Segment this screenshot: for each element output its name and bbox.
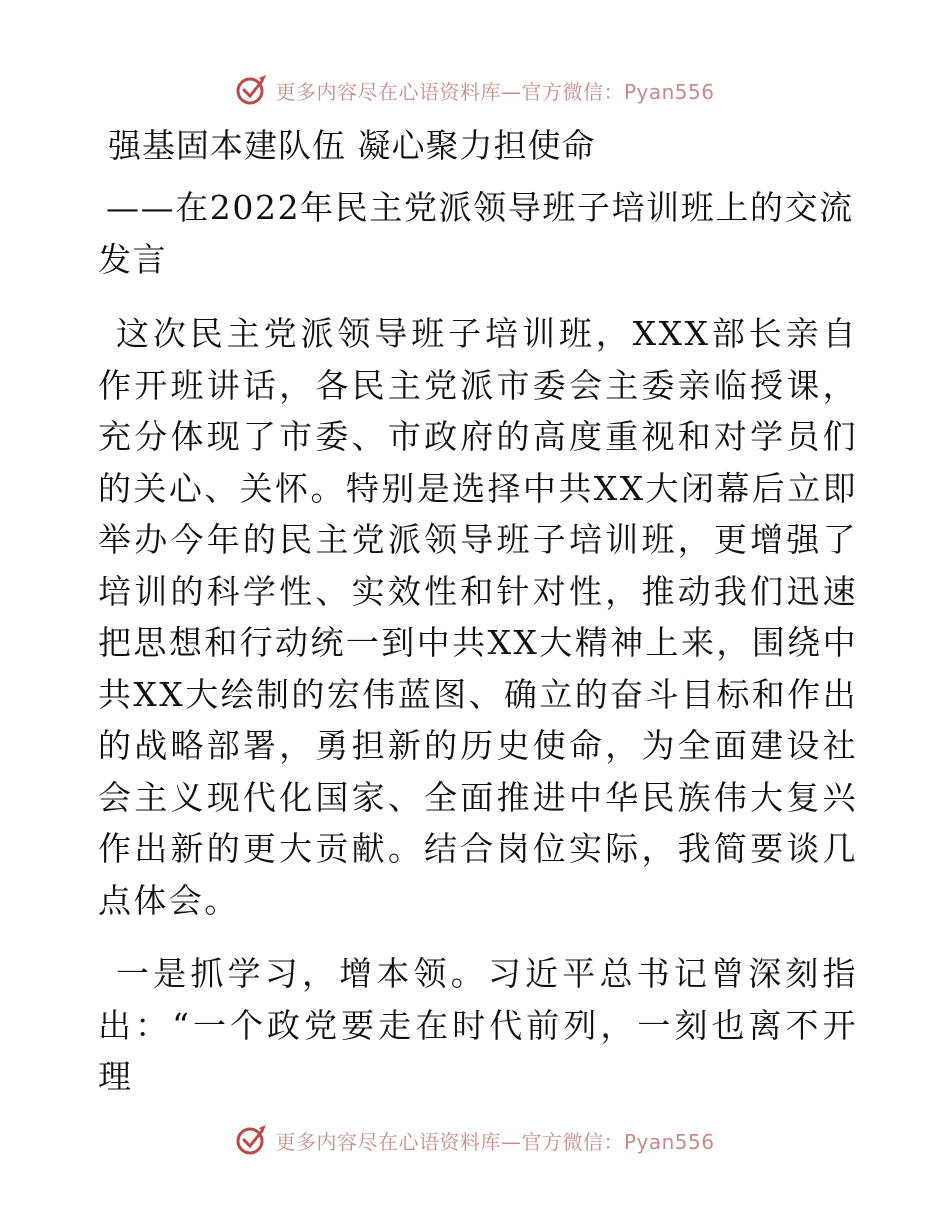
- body-paragraph: 这次民主党派领导班子培训班，XXX部长亲自作开班讲话，各民主党派市委会主委亲临授课，充分体现了市委、市政府的高度重视和对学员们的关心、关怀。特别是选择中共XX大闭幕后立即举办今年的民主党派领导班子培训班，更增强了培训的科学性、实效性和针对性，推动我们迅速把思想和行动统一到中共XX大精神上来，围绕中共XX大绘制的宏伟蓝图、确立的奋斗目标和作出的战略部署，勇担新的历史使命，为全面建设社会主义现代化国家、全面推进中华民族伟大复兴作出新的更大贡献。结合岗位实际，我简要谈几点体会。: [98, 314, 858, 920]
- heart-pen-logo-icon: [235, 1123, 269, 1157]
- watermark-text: 更多内容尽在心语资料库—官方微信：Pyan556: [275, 1129, 715, 1154]
- header-watermark: [0, 68, 950, 112]
- watermark-text: 更多内容尽在心语资料库—官方微信：Pyan556: [275, 79, 715, 104]
- body-paragraph: 一是抓学习，增本领。习近平总书记曾深刻指出：“一个政党要走在时代前列，一刻也离不开理: [98, 954, 858, 1096]
- document-subtitle: ——在2022年民主党派领导班子培训班上的交流发言: [98, 188, 854, 279]
- footer-watermark: [0, 1118, 950, 1162]
- heart-pen-logo-icon: [235, 73, 269, 107]
- document-title: 强基固本建队伍 凝心聚力担使命: [108, 126, 596, 165]
- document-body: [98, 120, 858, 1103]
